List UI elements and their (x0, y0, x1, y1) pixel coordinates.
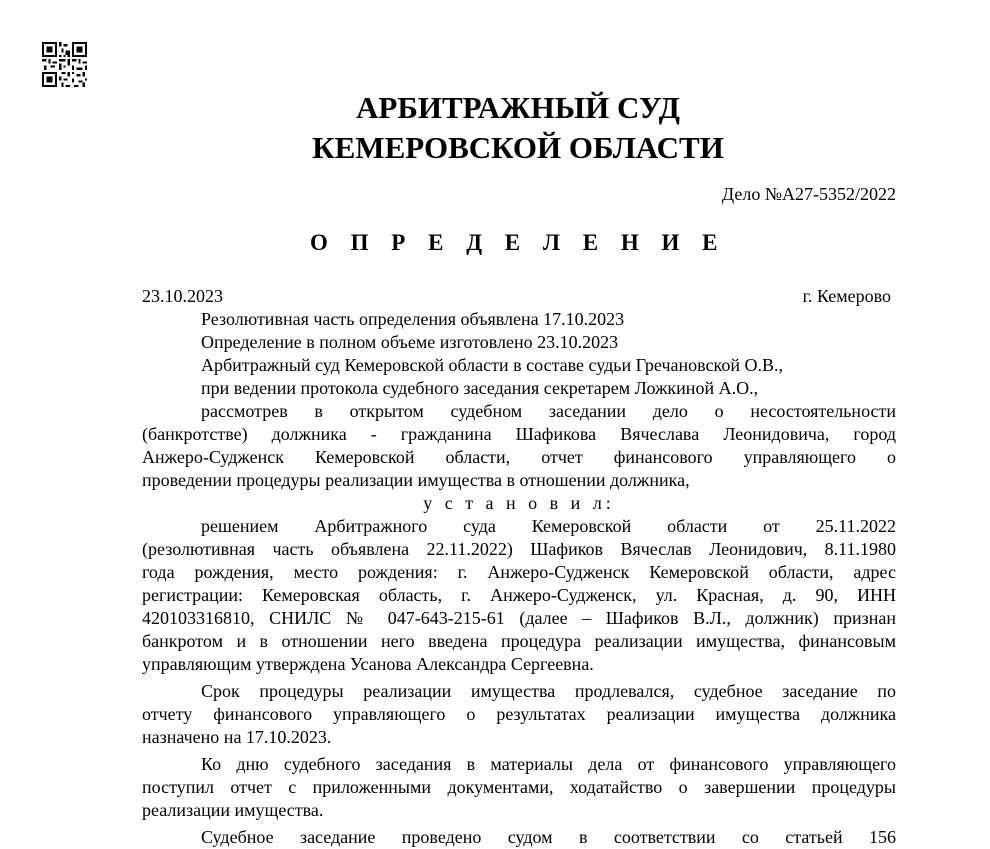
para1-line: банкротом и в отношении него введена процедура реализации имущества, финансовым (142, 631, 896, 651)
para3-line: Ко дню судебного заседания в материалы дела от финансового управляющего (201, 754, 896, 774)
document-city: г. Кемерово (802, 286, 891, 306)
date-city-row (142, 285, 896, 308)
para1-line: регистрации: Кемеровская область, г. Анжеро-Судженск, ул. Красная, д. 90, ИНН (142, 585, 896, 605)
consider-line: (банкротстве) должника - гражданина Шафикова Вячеслава Леонидовича, город (142, 424, 896, 444)
para2-line: назначено на 17.10.2023. (142, 727, 332, 747)
para1-line: решением Арбитражного суда Кемеровской области от 25.11.2022 (201, 516, 896, 536)
document-body (142, 285, 896, 849)
para1-line: (резолютивная часть объявлена 22.11.2022) Шафиков Вячеслав Леонидович, 8.11.1980 (142, 539, 896, 559)
intro-line: Резолютивная часть определения объявлена 17.10.2023 (201, 309, 625, 329)
para1-line: 420103316810, СНИЛС № 047-643-215-61 (далее – Шафиков В.Л., должник) признан (142, 608, 896, 628)
case-number: Дело №А27-5352/2022 (721, 184, 896, 204)
intro-line: при ведении протокола судебного заседания секретарем Ложкиной А.О., (201, 378, 759, 398)
court-name (0, 88, 990, 168)
para3-line: реализации имущества. (142, 800, 324, 820)
document-date: 23.10.2023 (142, 286, 223, 306)
para1-line: управляющим утверждена Усанова Александра Сергеевна. (142, 654, 594, 674)
established-heading: у с т а н о в и л: (423, 493, 615, 513)
court-name-line2: КЕМЕРОВСКОЙ ОБЛАСТИ (312, 130, 724, 165)
intro-line: Определение в полном объеме изготовлено 23.10.2023 (201, 332, 619, 352)
document-title: О П Р Е Д Е Л Е Н И Е (310, 230, 726, 255)
court-name-line1: АРБИТРАЖНЫЙ СУД (356, 90, 680, 125)
consider-line: рассмотрев в открытом судебном заседании дело о несостоятельности (201, 401, 896, 421)
consider-line: проведении процедуры реализации имущества в отношении должника, (142, 470, 690, 490)
qr-code (42, 42, 87, 87)
intro-line: Арбитражный суд Кемеровской области в составе судьи Гречановской О.В., (201, 355, 783, 375)
para2-line: Срок процедуры реализации имущества продлевался, судебное заседание по (201, 681, 896, 701)
para1-line: года рождения, место рождения: г. Анжеро-Судженск Кемеровской области, адрес (142, 562, 896, 582)
para3-line: поступил отчет с приложенными документами, ходатайство о завершении процедуры (142, 777, 896, 797)
para2-line: отчету финансового управляющего о результатах реализации имущества должника (142, 704, 896, 724)
consider-line: Анжеро-Судженск Кемеровской области, отчет финансового управляющего о (142, 447, 896, 467)
para4-line: Судебное заседание проведено судом в соответствии со статьей 156 (201, 827, 896, 847)
